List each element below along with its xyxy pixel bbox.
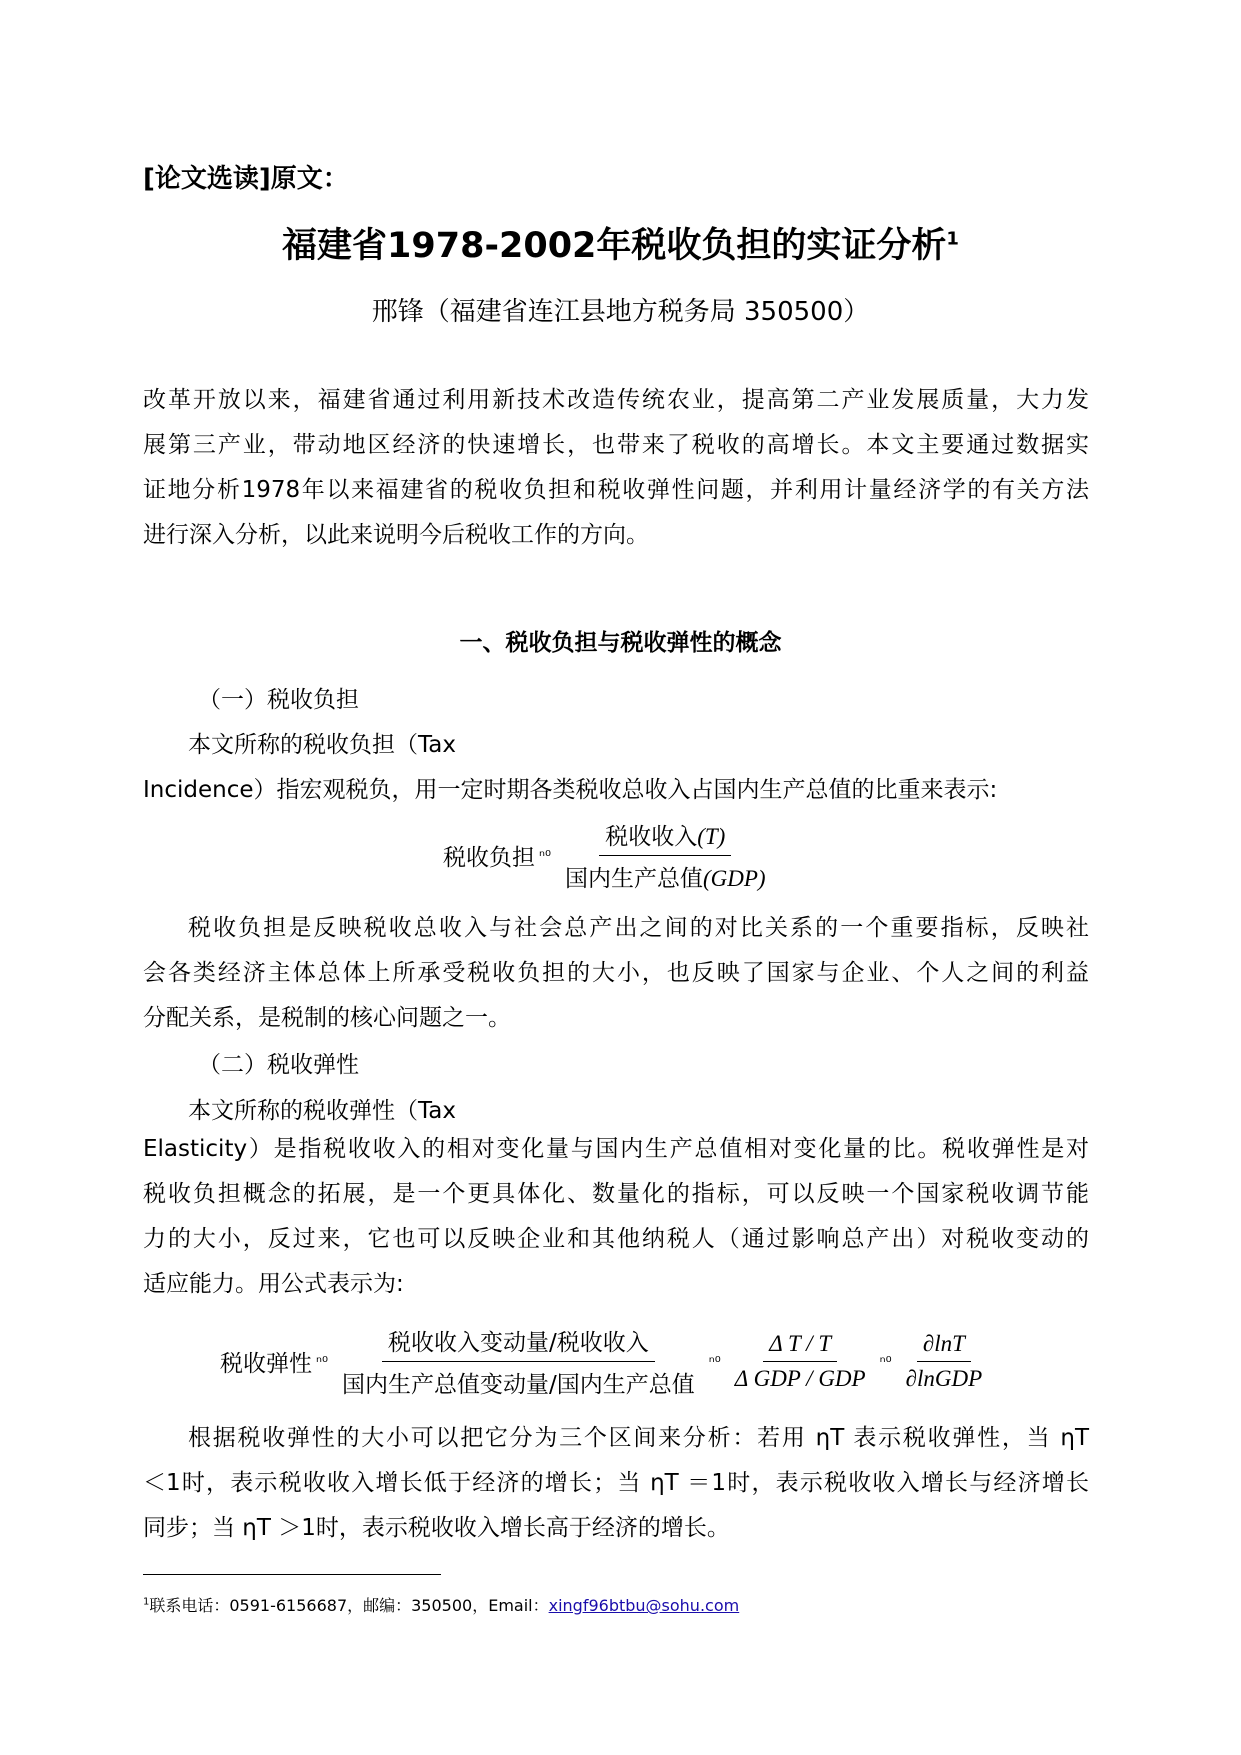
numerator-text: 税收收入	[605, 824, 698, 850]
header-label: [论文选读]原文：	[143, 164, 349, 194]
denominator-text: 国内生产总值	[565, 866, 703, 892]
fraction-denominator: ∂lnGDP	[905, 1366, 983, 1391]
fraction-denominator	[559, 856, 772, 893]
ranges-line: 同步；当 ηT ＞1时，表示税收收入增长高于经济的增长。	[143, 1515, 730, 1541]
burden-line: 会各类经济主体总体上所承受税收负担的大小，也反映了国家与企业、个人之间的利益	[143, 960, 1089, 986]
burden-definition-line: 本文所称的税收负担（Tax	[188, 732, 456, 758]
email-link[interactable]: xingf96btbu@sohu.com	[548, 1596, 740, 1615]
subsection-heading-burden: （一）税收负担	[198, 687, 359, 713]
footnote-divider	[143, 1574, 441, 1575]
fraction-numerator: Δ T / T	[763, 1331, 837, 1362]
section-heading: 一、税收负担与税收弹性的概念	[459, 630, 782, 656]
intro-line: 进行深入分析，以此来说明今后税收工作的方向。	[143, 522, 649, 548]
elasticity-paragraph	[143, 1127, 1089, 1307]
fraction-words	[336, 1324, 701, 1399]
footnote-text: 联系电话：0591-6156687，邮编：350500，Email：	[149, 1596, 549, 1615]
fraction-numerator: 税收收入变动量/税收收入	[382, 1324, 655, 1362]
denominator-var: (GDP)	[703, 866, 766, 891]
tax-elasticity-formula	[220, 1324, 992, 1399]
paper-title	[0, 218, 1241, 268]
author-line: 邢锋（福建省连江县地方税务局 350500）	[371, 297, 870, 327]
elasticity-line: 税收负担概念的拓展，是一个更具体化、数量化的指标，可以反映一个国家税收调节能	[143, 1181, 1089, 1207]
tax-burden-formula	[443, 818, 776, 893]
intro-line: 证地分析1978年以来福建省的税收负担和税收弹性问题，并利用计量经济学的有关方法	[143, 477, 1089, 503]
intro-line: 展第三产业，带动地区经济的快速增长，也带来了税收的高增长。本文主要通过数据实	[143, 432, 1089, 458]
numerator-var: (T)	[697, 824, 726, 849]
burden-definition-line: Incidence）指宏观税负，用一定时期各类税收总收入占国内生产总值的比重来表示:	[143, 777, 998, 803]
elasticity-line: 适应能力。用公式表示为:	[143, 1271, 404, 1297]
paper-title-text: 福建省1978-2002年税收负担的实证分析	[282, 226, 947, 266]
fraction	[559, 818, 772, 893]
formula-lhs: 税收弹性	[220, 1351, 312, 1377]
ranges-line: 根据税收弹性的大小可以把它分为三个区间来分析：若用 ηT 表示税收弹性，当 ηT	[188, 1425, 1089, 1451]
burden-line: 分配关系，是税制的核心问题之一。	[143, 1005, 511, 1031]
footnote	[143, 1593, 739, 1616]
footnote-mark: 1	[143, 1596, 150, 1608]
fraction-numerator: ∂lnT	[917, 1331, 971, 1362]
fraction-delta	[729, 1331, 872, 1392]
equals-symbol: ⁿ⁰	[539, 846, 551, 865]
elasticity-line: 力的大小，反过来，它也可以反映企业和其他纳税人（通过影响总产出）对税收变动的	[143, 1226, 1089, 1252]
burden-line: 税收负担是反映税收总收入与社会总产出之间的对比关系的一个重要指标，反映社	[188, 915, 1089, 941]
equals-symbol: ⁿ⁰	[879, 1352, 892, 1371]
ranges-line: ＜1时，表示税收收入增长低于经济的增长；当 ηT ＝1时，表示税收收入增长与经济增长	[143, 1470, 1089, 1496]
elasticity-line: Elasticity）是指税收收入的相对变化量与国内生产总值相对变化量的比。税收弹性是对	[143, 1136, 1089, 1162]
title-footnote-mark[interactable]: 1	[946, 228, 959, 250]
subsection-heading-elasticity: （二）税收弹性	[198, 1052, 359, 1078]
burden-paragraph	[143, 906, 1089, 1041]
equals-symbol: ⁿ⁰	[316, 1352, 328, 1371]
fraction-denominator: Δ GDP / GDP	[734, 1366, 866, 1391]
fraction-denominator: 国内生产总值变动量/国内生产总值	[342, 1372, 695, 1398]
elasticity-ranges-paragraph	[143, 1416, 1089, 1551]
fraction-numerator	[599, 818, 731, 856]
fraction-log	[900, 1331, 989, 1392]
equals-symbol: ⁿ⁰	[708, 1352, 721, 1371]
formula-lhs: 税收负担	[443, 845, 535, 871]
elasticity-definition-line: 本文所称的税收弹性（Tax	[188, 1098, 456, 1124]
intro-paragraph	[143, 378, 1089, 558]
intro-line: 改革开放以来，福建省通过利用新技术改造传统农业，提高第二产业发展质量，大力发	[143, 387, 1089, 413]
